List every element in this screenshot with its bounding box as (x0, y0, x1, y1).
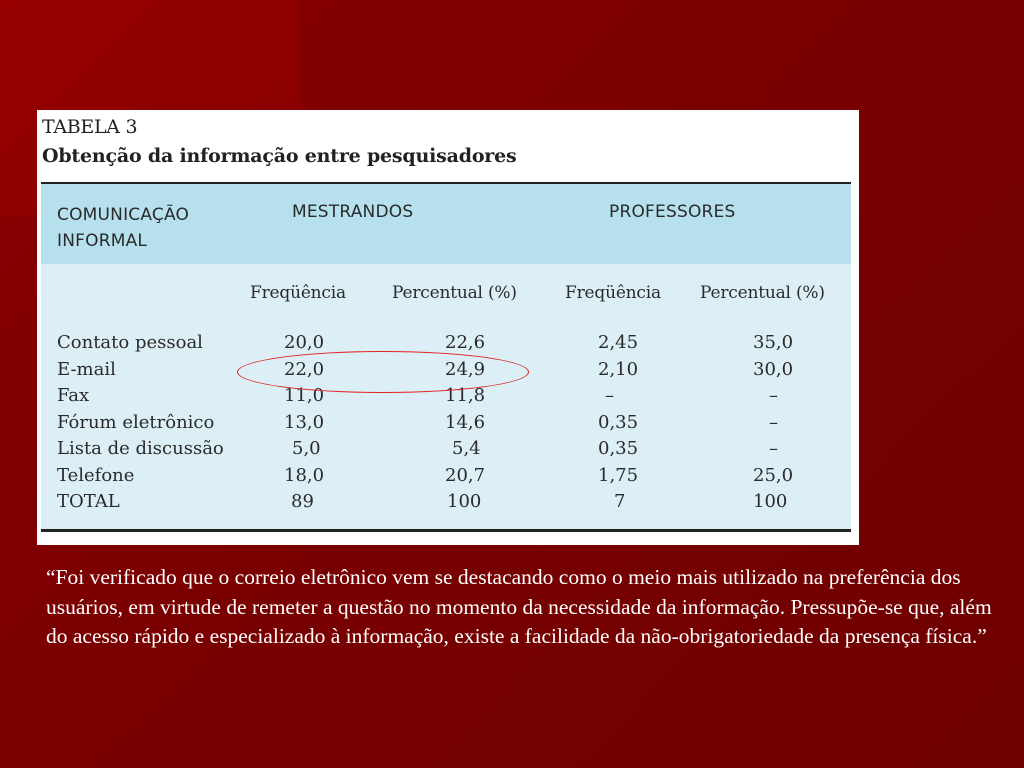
table-row (57, 465, 847, 492)
row-professores-percentual: 25,0 (753, 464, 794, 486)
row-mestrandos-frequencia: 20,0 (284, 332, 325, 353)
row-label: Telefone (57, 464, 135, 486)
row-mestrandos-frequencia: 13,0 (284, 411, 325, 433)
row-professores-frequencia: 1,75 (598, 464, 639, 486)
row-professores-percentual: 100 (753, 491, 788, 512)
header-comunicacao-informal (57, 202, 189, 254)
row-professores-frequencia: 0,35 (598, 411, 639, 433)
row-professores-percentual: – (769, 385, 778, 406)
row-professores-percentual: 30,0 (753, 358, 794, 380)
row-mestrandos-percentual: 24,9 (445, 358, 486, 380)
subheader-professores-percentual: Percentual (%) (700, 283, 825, 303)
row-mestrandos-percentual: 14,6 (445, 411, 486, 433)
row-mestrandos-frequencia: 5,0 (292, 438, 321, 459)
row-mestrandos-frequencia: 11,0 (284, 385, 325, 406)
email-row-highlight-ellipse (237, 351, 529, 393)
row-professores-percentual: 35,0 (753, 332, 794, 353)
table-title: TABELA 3 (42, 116, 138, 138)
row-label: Contato pessoal (57, 332, 203, 353)
row-mestrandos-frequencia: 89 (291, 491, 314, 512)
header-professores: PROFESSORES (609, 202, 736, 222)
table-bottom-rule (41, 529, 851, 532)
row-professores-frequencia: 7 (614, 491, 626, 512)
row-professores-frequencia: 2,10 (598, 358, 639, 380)
row-professores-percentual: – (769, 411, 778, 433)
subheader-mestrandos-percentual: Percentual (%) (392, 283, 517, 303)
row-professores-frequencia: – (605, 385, 614, 406)
row-mestrandos-percentual: 5,4 (452, 438, 481, 459)
row-label: Fórum eletrônico (57, 411, 215, 433)
row-mestrandos-percentual: 20,7 (445, 464, 486, 486)
row-mestrandos-percentual: 22,6 (445, 332, 486, 353)
subheader-mestrandos-frequencia: Freqüência (250, 283, 346, 303)
row-mestrandos-percentual: 100 (447, 491, 482, 512)
row-professores-frequencia: 0,35 (598, 438, 639, 459)
quote-text: “Foi verificado que o correio eletrônico vem se destacando como o meio mais utilizado na preferência dos usuários, em virtude de remeter a questão no momento da necessidade da informação. Pressupõe-se que, além do acesso rápido e especializado à informação, existe a facilidade da não-obrigatoriedade da presença física.” (46, 565, 992, 648)
row-label: E-mail (57, 358, 116, 380)
row-label: Fax (57, 385, 90, 406)
row-mestrandos-frequencia: 18,0 (284, 464, 325, 486)
header-col1-line1: COMUNICAÇÃO (57, 205, 190, 225)
row-mestrandos-percentual: 11,8 (445, 385, 486, 406)
row-label: TOTAL (57, 491, 120, 512)
row-mestrandos-frequencia: 22,0 (284, 358, 325, 380)
row-professores-percentual: – (769, 438, 778, 459)
table-row (57, 412, 847, 439)
table-subtitle: Obtenção da informação entre pesquisadores (42, 145, 517, 167)
row-professores-frequencia: 2,45 (598, 332, 639, 353)
subheader-professores-frequencia: Freqüência (565, 283, 661, 303)
table-figure (37, 110, 859, 545)
table-row (57, 438, 847, 465)
header-col1-line2: INFORMAL (57, 231, 148, 251)
header-mestrandos: MESTRANDOS (292, 202, 414, 222)
table-row-total (57, 491, 847, 518)
row-label: Lista de discussão (57, 438, 224, 459)
